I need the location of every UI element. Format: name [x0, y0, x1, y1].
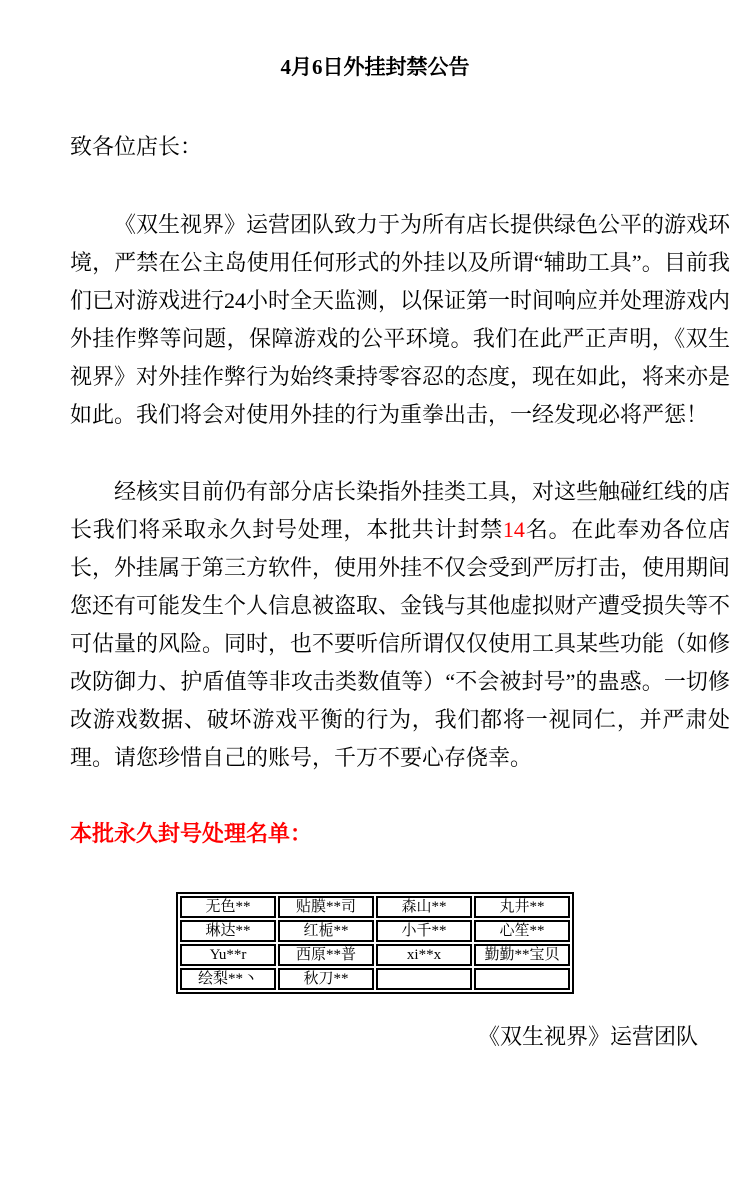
- banned-player-cell: xi**x: [376, 944, 472, 966]
- paragraph-enforcement-text-before: 经核实目前仍有部分店长染指外挂类工具，对这些触碰红线的店长我们将采取永久封号处理，本批共计封禁: [70, 479, 731, 542]
- banned-player-cell: 小千**: [376, 920, 472, 942]
- banned-player-cell: Yu**r: [180, 944, 276, 966]
- banned-player-cell: 琳达**: [180, 920, 276, 942]
- banned-player-cell: 绘梨**丶: [180, 968, 276, 990]
- ban-list-table: [176, 892, 574, 994]
- paragraph-enforcement: [70, 473, 730, 777]
- banned-player-cell: 西原**普: [278, 944, 374, 966]
- banned-player-cell: 丸井**: [474, 896, 570, 918]
- salutation: 致各位店长：: [70, 134, 203, 159]
- banned-player-cell: [474, 968, 570, 990]
- banned-player-cell: [376, 968, 472, 990]
- ban-count: 14: [502, 517, 525, 542]
- paragraph-enforcement-text-after: 名。在此奉劝各位店长，外挂属于第三方软件，使用外挂不仅会受到严厉打击，使用期间您还有可能发生个人信息被盗取、金钱与其他虚拟财产遭受损失等不可估量的风险。同时，也不要听信所谓仅仅使用工具某些功能（如修改防御力、护盾值等非攻击类数值等）“不会被封号”的蛊惑。一切修改游戏数据、破坏游戏平衡的行为，我们都将一视同仁，并严肃处理。请您珍惜自己的账号，千万不要心存侥幸。: [70, 517, 731, 770]
- paragraph-commitment: 《双生视界》运营团队致力于为所有店长提供绿色公平的游戏环境，严禁在公主岛使用任何形式的外挂以及所谓“辅助工具”。目前我们已对游戏进行24小时全天监测，以保证第一时间响应并处理游戏内外挂作弊等问题，保障游戏的公平环境。我们在此严正声明，《双生视界》对外挂作弊行为始终秉持零容忍的态度，现在如此，将来亦是如此。我们将会对使用外挂的行为重拳出击，一经发现必将严惩！: [70, 212, 731, 427]
- table-row: [180, 968, 570, 990]
- ban-list-table-body: [180, 896, 570, 990]
- ban-list-heading: 本批永久封号处理名单：: [70, 821, 313, 846]
- banned-player-cell: 心笙**: [474, 920, 570, 942]
- banned-player-cell: 红栀**: [278, 920, 374, 942]
- banned-player-cell: 勤勤**宝贝: [474, 944, 570, 966]
- banned-player-cell: 贴膜**司: [278, 896, 374, 918]
- banned-player-cell: 无色**: [180, 896, 276, 918]
- signature: 《双生视界》运营团队: [477, 1024, 698, 1049]
- page-title: 4月6日外挂封禁公告: [280, 55, 470, 79]
- banned-player-cell: 森山**: [376, 896, 472, 918]
- table-row: [180, 944, 570, 966]
- table-row: [180, 920, 570, 942]
- table-row: [180, 896, 570, 918]
- banned-player-cell: 秋刀**: [278, 968, 374, 990]
- announcement-document: [0, 52, 750, 1056]
- document-body: [0, 128, 750, 853]
